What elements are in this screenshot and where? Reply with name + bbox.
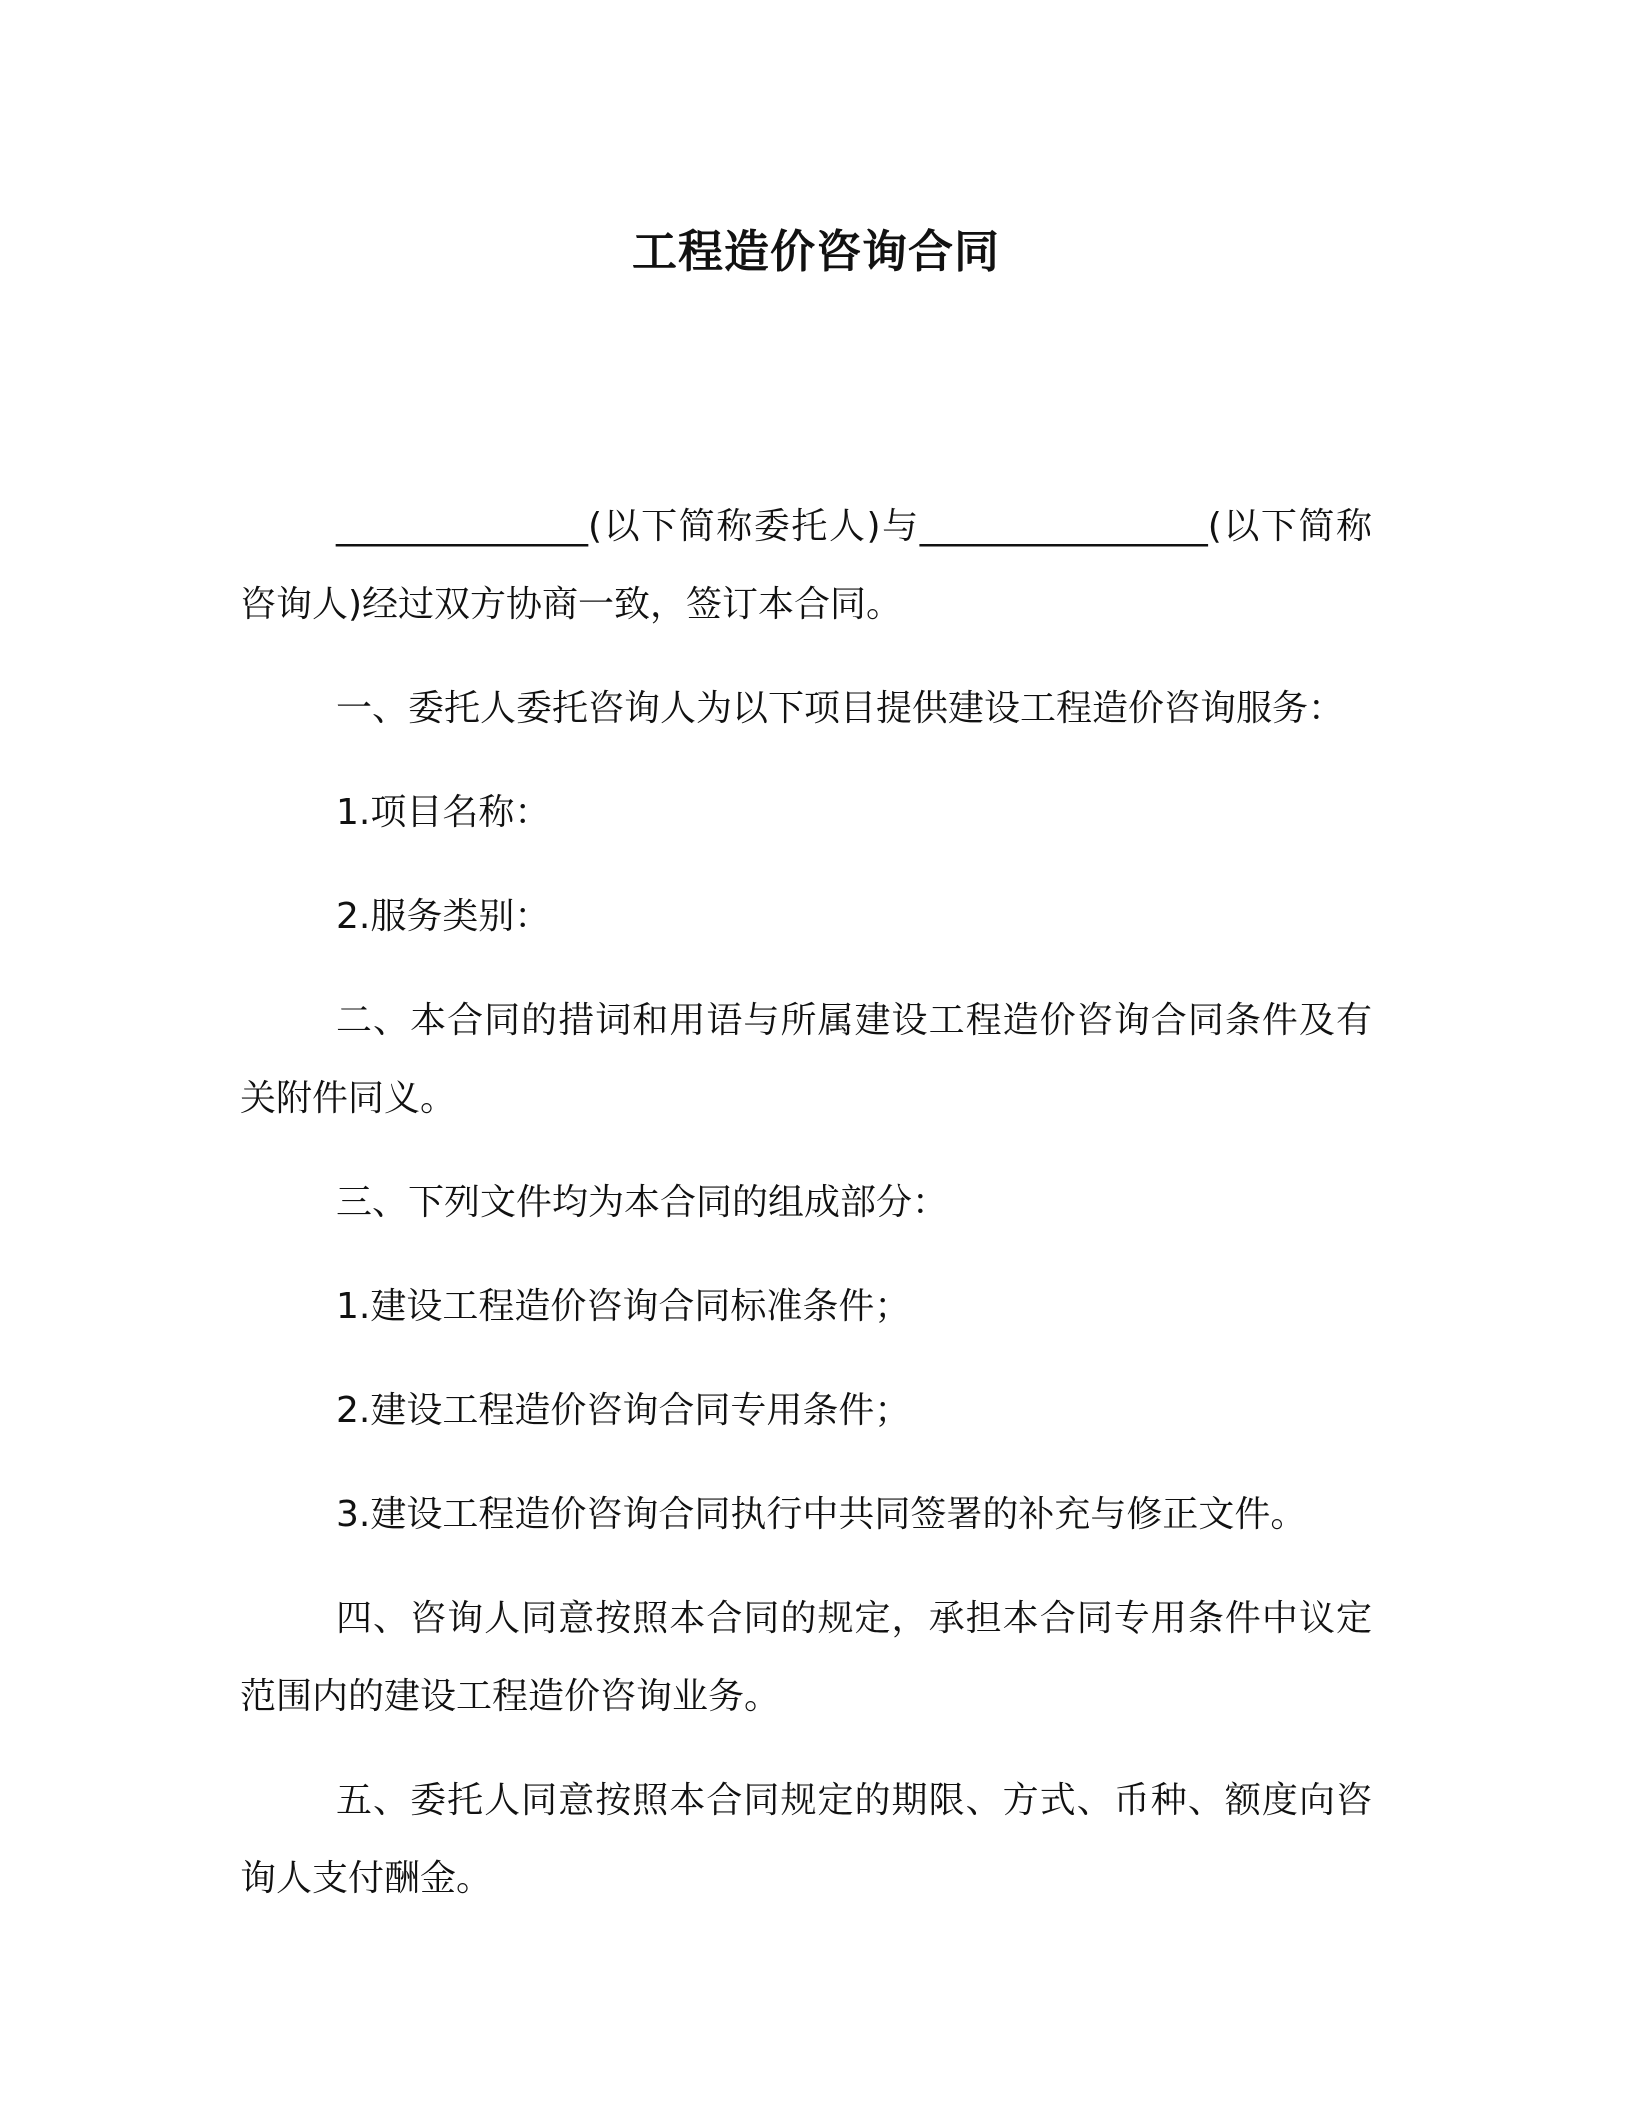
clause-2: 二、本合同的措词和用语与所属建设工程造价咨询合同条件及有关附件同义。 — [240, 1000, 1372, 1119]
clause-3-item-special-conditions: 2.建设工程造价咨询合同专用条件； — [336, 1390, 911, 1431]
preamble-text-client: (以下简称委托人)与 — [588, 506, 920, 547]
clause-3-item-supplements: 3.建设工程造价咨询合同执行中共同签署的补充与修正文件。 — [336, 1494, 1307, 1535]
clause-1-item-service-type: 2.服务类别： — [336, 896, 551, 937]
consultant-name-blank: ________________ — [919, 506, 1208, 547]
clause-1-item-project-name: 1.项目名称： — [336, 792, 551, 833]
client-name-blank: ______________ — [336, 506, 588, 547]
clause-4: 四、咨询人同意按照本合同的规定，承担本合同专用条件中议定范围内的建设工程造价咨询业务。 — [240, 1598, 1372, 1717]
document-body — [240, 488, 1372, 1944]
preamble-text-consultant: (以下简称咨询人)经过双方协商一致，签订本合同。 — [240, 506, 1373, 625]
clause-1: 一、委托人委托咨询人为以下项目提供建设工程造价咨询服务： — [336, 688, 1345, 729]
document-title: 工程造价咨询合同 — [631, 225, 1000, 278]
clause-3-item-standard-conditions: 1.建设工程造价咨询合同标准条件； — [336, 1286, 911, 1327]
clause-3: 三、下列文件均为本合同的组成部分： — [336, 1182, 949, 1223]
clause-5: 五、委托人同意按照本合同规定的期限、方式、币种、额度向咨询人支付酬金。 — [240, 1780, 1372, 1899]
preamble-paragraph — [240, 488, 1372, 644]
